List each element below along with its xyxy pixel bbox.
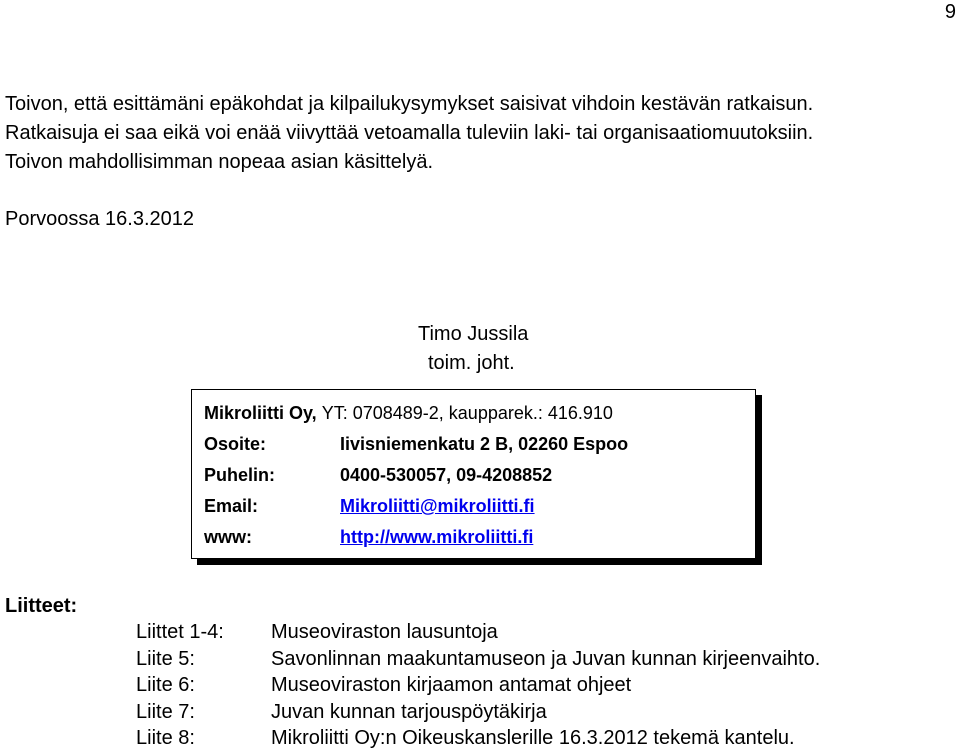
intro-line: Ratkaisuja ei saa eikä voi enää viivyttää vetoamalla tuleviin laki- tai organisaatiomuutoksiin.	[5, 122, 814, 144]
website-link[interactable]: http://www.mikroliitti.fi	[340, 527, 534, 547]
intro-line: Toivon, että esittämäni epäkohdat ja kilpailukysymykset saisivat vihdoin kestävän ratkaisun.	[5, 93, 814, 115]
attachment-label: Liittet 1-4:	[136, 621, 224, 643]
signer-title: toim. joht.	[428, 352, 515, 374]
attachments-list	[136, 619, 820, 752]
attachment-label: Liite 6:	[136, 674, 195, 696]
attachment-text: Museoviraston lausuntoja	[271, 621, 498, 643]
attachment-label: Liite 5:	[136, 647, 195, 670]
intro-line: Toivon mahdollisimman nopeaa asian käsittelyä.	[5, 151, 434, 173]
address-label: Osoite:	[204, 434, 267, 454]
company-www-row	[204, 522, 755, 553]
company-name: Mikroliitti Oy,	[204, 403, 317, 423]
signer-name: Timo Jussila	[418, 323, 529, 345]
attachment-label: Liite 8:	[136, 727, 195, 749]
www-label: www:	[204, 527, 252, 547]
email-label: Email:	[204, 496, 259, 516]
attachment-item	[136, 725, 820, 752]
attachment-item	[136, 646, 820, 673]
attachment-item	[136, 619, 820, 646]
company-info-box	[191, 389, 756, 559]
attachment-text: Savonlinnan maakuntamuseon ja Juvan kunnan kirjeenvaihto.	[271, 647, 821, 670]
attachment-text: Juvan kunnan tarjouspöytäkirja	[271, 700, 547, 723]
signature-block	[418, 320, 528, 378]
attachment-item	[136, 672, 820, 699]
company-phone-row	[204, 460, 755, 491]
company-email-row	[204, 491, 755, 522]
attachment-item	[136, 699, 820, 726]
attachment-label: Liite 7:	[136, 700, 195, 723]
intro-paragraph	[5, 90, 813, 177]
attachments-heading: Liitteet:	[5, 595, 78, 617]
email-link[interactable]: Mikroliitti@mikroliitti.fi	[340, 496, 535, 516]
attachment-text: Museoviraston kirjaamon antamat ohjeet	[271, 674, 632, 696]
phone-label: Puhelin:	[204, 465, 275, 485]
page-number: 9	[944, 1, 956, 23]
address-value: Iivisniemenkatu 2 B, 02260 Espoo	[340, 434, 629, 454]
company-address-row	[204, 429, 755, 460]
company-details: YT: 0708489-2, kaupparek.: 416.910	[321, 403, 613, 423]
company-header-row	[204, 398, 755, 429]
phone-value: 0400-530057, 09-4208852	[340, 465, 553, 485]
place-date: Porvoossa 16.3.2012	[5, 208, 195, 230]
attachment-text: Mikroliitti Oy:n Oikeuskanslerille 16.3.2012 tekemä kantelu.	[271, 727, 795, 749]
